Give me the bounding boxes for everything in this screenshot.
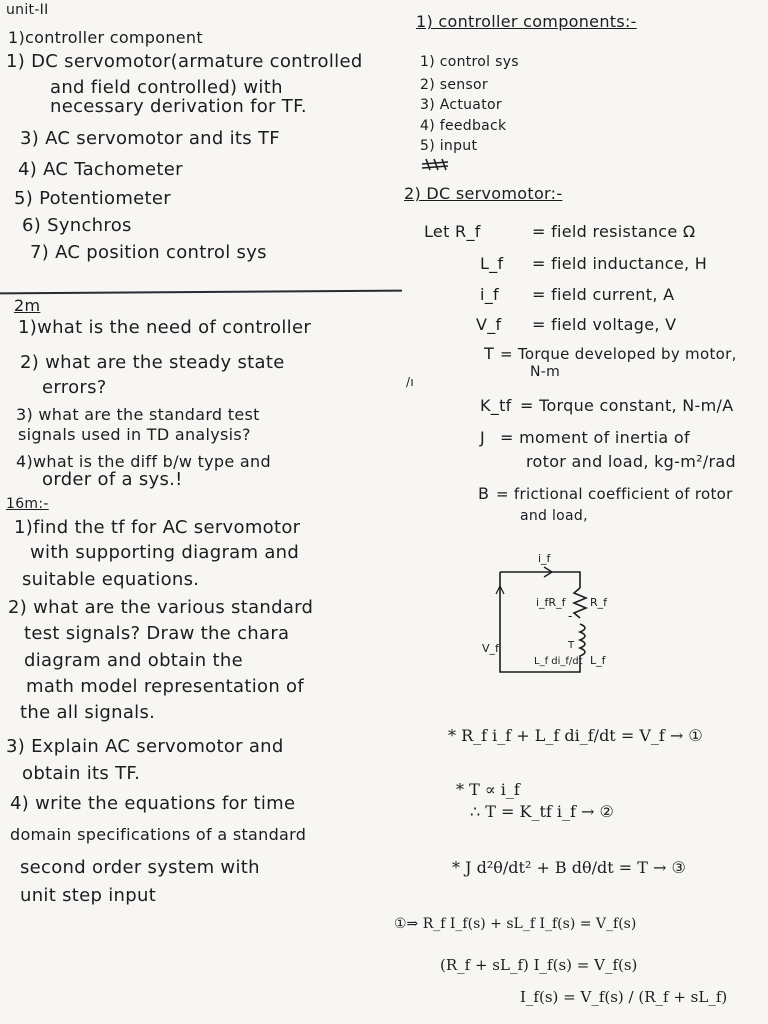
question-16m: obtain its TF.: [22, 763, 141, 784]
definition-text: = field inductance, H: [532, 254, 708, 273]
question-2m: 2) what are the steady state: [20, 352, 285, 373]
question-16m: math model representation of: [26, 676, 305, 697]
question-16m: suitable equations.: [22, 569, 200, 590]
component-item: 2) sensor: [420, 77, 488, 93]
definition-text: rotor and load, kg-m²/rad: [526, 452, 736, 471]
definition-symbol: V_f: [476, 315, 502, 334]
definition-text: = moment of inertia of: [500, 428, 690, 447]
laplace-step-3: I_f(s) = V_f(s) / (R_f + sL_f): [520, 988, 728, 1006]
section-divider: [0, 290, 402, 295]
controller-components-heading: 1) controller components:-: [416, 12, 637, 31]
question-16m: 2) what are the various standard: [8, 597, 314, 618]
laplace-step-2: (R_f + sL_f) I_f(s) = V_f(s): [440, 956, 638, 974]
two-mark-heading: 2m: [14, 296, 41, 315]
syllabus-item: 5) Potentiometer: [14, 188, 171, 209]
component-item: 5) input: [420, 138, 478, 154]
scribble-mark: [420, 156, 452, 172]
definition-symbol: i_f: [480, 285, 499, 304]
component-item: 1) control sys: [420, 54, 519, 70]
question-16m: test signals? Draw the chara: [24, 623, 290, 644]
equation-2b: ∴ T = K_tf i_f → ②: [470, 802, 614, 821]
question-16m: second order system with: [20, 857, 260, 878]
question-16m: with supporting diagram and: [30, 542, 300, 563]
question-16m: unit step input: [20, 885, 157, 906]
definition-text: = Torque developed by motor,: [500, 345, 737, 363]
definition-text: = field voltage, V: [532, 315, 677, 334]
circuit-wire-top: [500, 572, 580, 588]
question-16m: 3) Explain AC servomotor and: [6, 736, 284, 757]
stray-mark: /ı: [406, 375, 414, 389]
unit-title: unit-II: [6, 2, 49, 18]
laplace-step-1: ①⇒ R_f I_f(s) + sL_f I_f(s) = V_f(s): [394, 916, 637, 932]
component-item: 3) Actuator: [420, 97, 502, 113]
circuit-vf-label: V_f: [482, 642, 499, 655]
sixteen-mark-heading: 16m:-: [6, 496, 49, 512]
circuit-t-label: T: [568, 640, 575, 651]
controller-component-heading: 1)controller component: [8, 28, 203, 47]
question-16m: the all signals.: [20, 702, 156, 723]
definition-symbol: B: [478, 484, 490, 503]
question-2m: order of a sys.!: [42, 469, 183, 490]
question-16m: domain specifications of a standard: [10, 825, 307, 844]
question-2m: 3) what are the standard test: [16, 405, 260, 424]
circuit-current-label: i_f: [538, 552, 551, 565]
syllabus-item: 6) Synchros: [22, 215, 132, 236]
definition-text: = field resistance Ω: [532, 222, 696, 241]
definition-symbol: Let R_f: [424, 222, 481, 241]
circuit-rf-label: R_f: [590, 596, 608, 609]
question-16m: 4) write the equations for time: [10, 793, 296, 814]
definition-symbol: L_f: [480, 254, 504, 273]
resistor-symbol: [574, 588, 586, 618]
syllabus-item: 4) AC Tachometer: [18, 159, 183, 180]
equation-3: * J d²θ/dt² + B dθ/dt = T → ③: [452, 858, 686, 877]
field-circuit-diagram: [470, 548, 620, 696]
equation-2a: * T ∝ i_f: [456, 780, 520, 799]
circuit-rf-drop-label: i_fR_f: [536, 596, 566, 609]
component-item: 4) feedback: [420, 118, 507, 134]
syllabus-item: and field controlled) with: [50, 77, 283, 98]
definition-text: = Torque constant, N-m/A: [520, 396, 734, 415]
definition-text: N-m: [530, 364, 561, 380]
question-2m: errors?: [42, 377, 107, 398]
circuit-lf-drop-label: L_f di_f/dt: [534, 656, 583, 667]
syllabus-item: necessary derivation for TF.: [50, 96, 307, 117]
definition-text: = field current, A: [532, 285, 675, 304]
circuit-minus-label: -: [568, 609, 573, 623]
syllabus-item: 7) AC position control sys: [30, 242, 267, 263]
definition-text: = frictional coefficient of rotor: [496, 485, 733, 503]
question-2m: 4)what is the diff b/w type and: [16, 452, 271, 471]
definition-symbol: J: [480, 428, 486, 447]
circuit-lf-label: L_f: [590, 654, 606, 667]
definition-text: and load,: [520, 508, 588, 524]
definition-symbol: T: [484, 344, 495, 363]
question-16m: 1)find the tf for AC servomotor: [14, 517, 301, 538]
equation-1: * R_f i_f + L_f di_f/dt = V_f → ①: [448, 726, 703, 745]
question-2m: signals used in TD analysis?: [18, 425, 251, 444]
definition-symbol: K_tf: [480, 396, 512, 415]
syllabus-item: 3) AC servomotor and its TF: [20, 128, 280, 149]
syllabus-item: 1) DC servomotor(armature controlled: [6, 51, 363, 72]
dc-servomotor-heading: 2) DC servomotor:-: [404, 184, 563, 203]
question-16m: diagram and obtain the: [24, 650, 243, 671]
question-2m: 1)what is the need of controller: [18, 317, 312, 338]
